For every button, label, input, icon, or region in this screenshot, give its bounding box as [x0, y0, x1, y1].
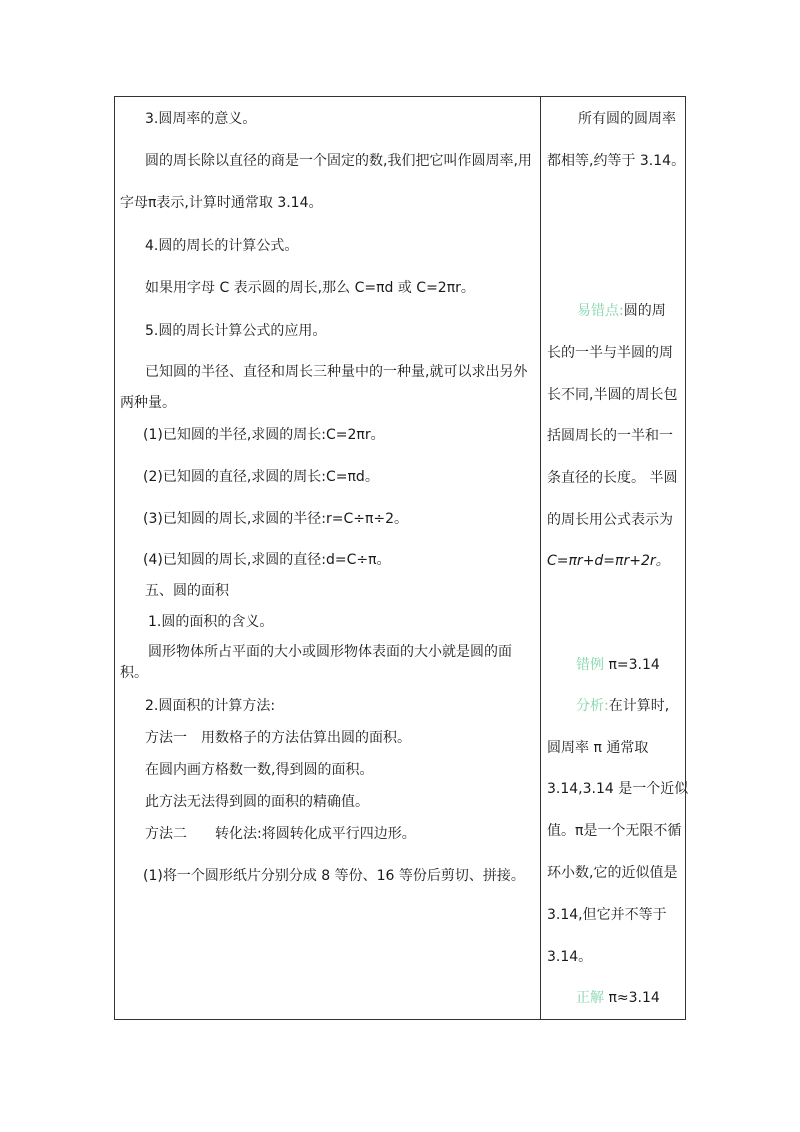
list-item: (1)将一个圆形纸片分别分成 8 等份、16 等份后剪切、拼接。	[143, 868, 525, 884]
paragraph-line: 字母π表示,计算时通常取 3.14。	[120, 195, 323, 211]
side-column	[541, 96, 689, 1020]
list-item: (2)已知圆的直径,求圆的周长:C=πd。	[143, 469, 379, 485]
side-note-line: 3.14,3.14 是一个近似	[547, 781, 689, 797]
side-note-line: 的周长用公式表示为	[547, 512, 673, 528]
list-item: (4)已知圆的周长,求圆的直径:d=C÷π。	[143, 552, 391, 568]
paragraph-line: 在圆内画方格数一数,得到圆的面积。	[145, 762, 374, 778]
analysis-line: 分析:在计算时,	[576, 698, 670, 714]
semicircle-formula: C=πr+d=πr+2r。	[547, 553, 670, 569]
list-item: (3)已知圆的周长,求圆的半径:r=C÷π÷2。	[143, 511, 409, 527]
paragraph-line: 方法一 用数格子的方法估算出圆的面积。	[145, 730, 411, 746]
side-note-line: 括圆周长的一半和一	[547, 428, 673, 444]
main-column	[114, 96, 540, 1020]
side-note-line: 值。π是一个无限不循	[547, 823, 682, 839]
paragraph-line: 此方法无法得到圆的面积的精确值。	[145, 794, 369, 810]
heading-2: 2.圆面积的计算方法:	[145, 698, 276, 714]
heading-3: 3.圆周率的意义。	[145, 111, 257, 127]
wrong-example-label: 错例	[576, 657, 604, 673]
side-note-line: 环小数,它的近似值是	[547, 865, 678, 881]
side-note-line: 长的一半与半圆的周	[547, 345, 673, 361]
side-note-line: 3.14,但它并不等于	[547, 907, 667, 923]
paragraph-line: 圆的周长除以直径的商是一个固定的数,我们把它叫作圆周率,用	[145, 153, 532, 169]
paragraph-line: 如果用字母 C 表示圆的周长,那么 C=πd 或 C=2πr。	[145, 280, 475, 296]
error-point-line: 易错点:圆的周	[577, 303, 666, 319]
side-note-line: 所有圆的圆周率	[578, 111, 676, 127]
error-point-label: 易错点:	[577, 303, 624, 319]
correct-answer-label: 正解	[576, 990, 604, 1006]
heading-5: 5.圆的周长计算公式的应用。	[145, 323, 327, 339]
section-heading: 五、圆的面积	[145, 583, 229, 599]
paragraph-line: 已知圆的半径、直径和周长三种量中的一种量,就可以求出另外	[145, 364, 528, 380]
paragraph-line: 积。	[120, 665, 148, 681]
wrong-example-line: 错例 π=3.14	[576, 657, 660, 673]
side-note-line: 条直径的长度。 半圆	[547, 470, 678, 486]
correct-answer-line: 正解 π≈3.14	[576, 990, 660, 1006]
side-note-line: 长不同,半圆的周长包	[547, 387, 678, 403]
analysis-label: 分析:	[576, 698, 609, 714]
side-note-line: 3.14。	[547, 949, 593, 965]
paragraph-line: 两种量。	[120, 395, 176, 411]
heading-4: 4.圆的周长的计算公式。	[145, 238, 299, 254]
paragraph-line: 方法二 转化法:将圆转化成平行四边形。	[145, 826, 416, 842]
list-item: (1)已知圆的半径,求圆的周长:C=2πr。	[143, 427, 385, 443]
side-note-line: 圆周率 π 通常取	[547, 740, 649, 756]
heading-1: 1.圆的面积的含义。	[148, 614, 274, 630]
paragraph-line: 圆形物体所占平面的大小或圆形物体表面的大小就是圆的面	[148, 644, 512, 660]
side-note-line: 都相等,约等于 3.14。	[547, 153, 686, 169]
